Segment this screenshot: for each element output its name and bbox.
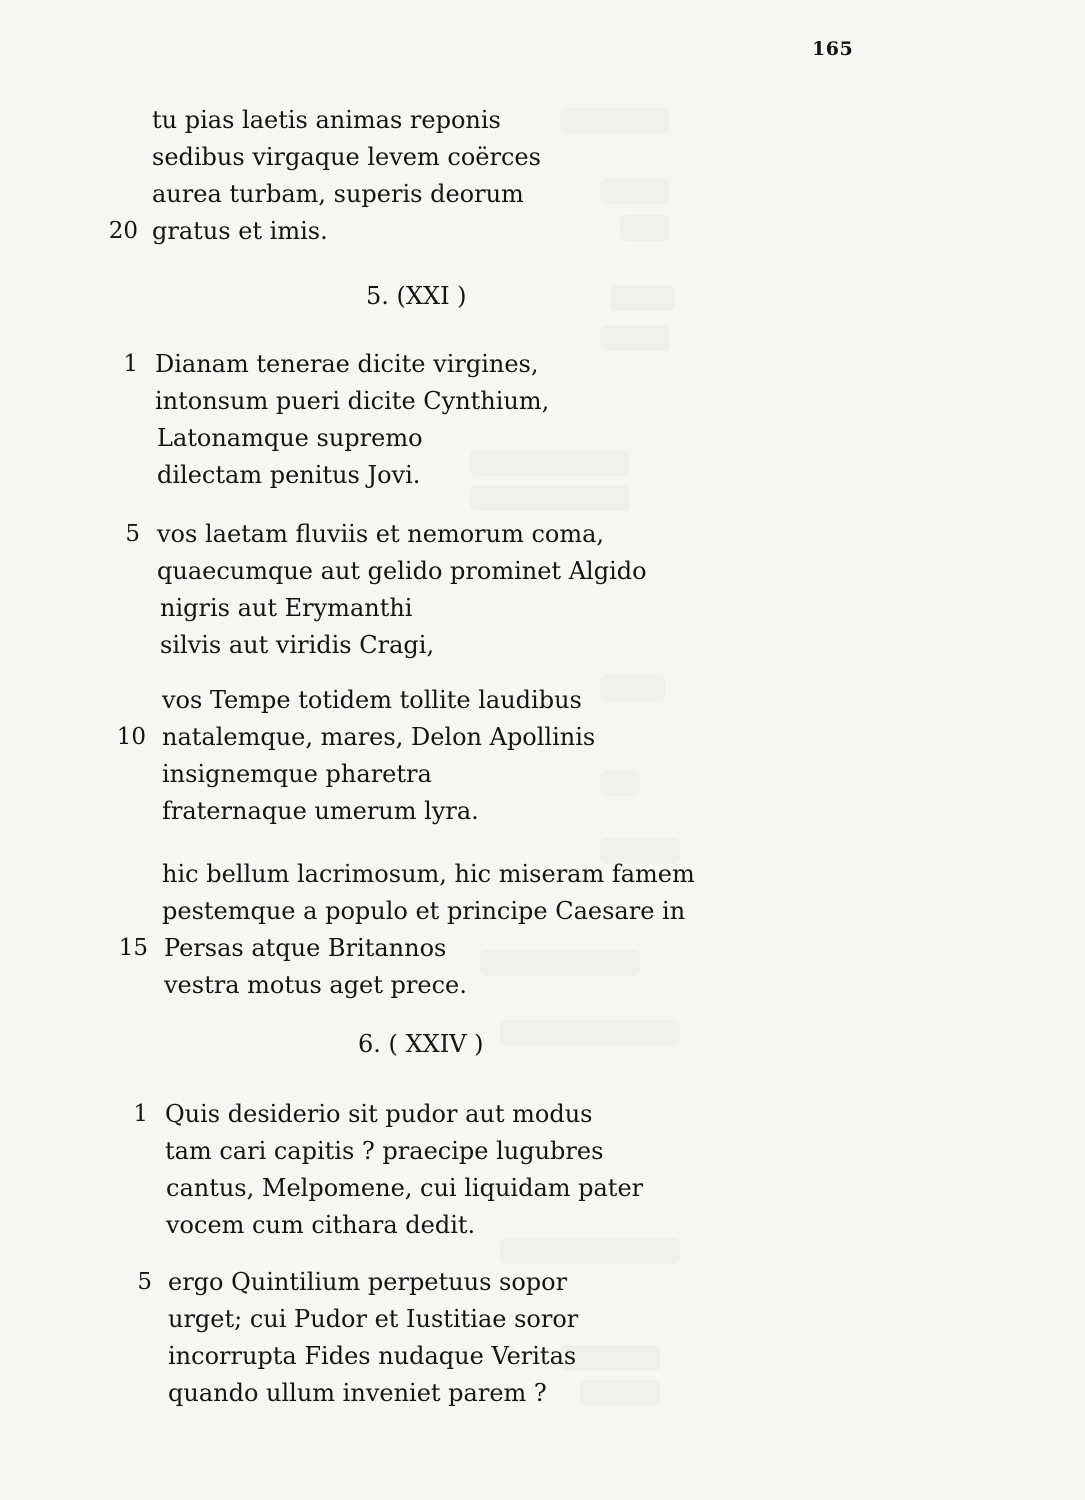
verse-text: aurea turbam, superis deorum: [152, 180, 524, 208]
verse-text: hic bellum lacrimosum, hic miseram famem: [162, 860, 695, 888]
verse-line: [0, 793, 1085, 830]
verse-text: natalemque, mares, Delon Apollinis: [162, 723, 596, 751]
verse-line: [0, 1096, 1085, 1133]
stanza: [0, 1264, 1085, 1412]
verse-line: [0, 383, 1085, 420]
verse-text: Dianam tenerae dicite virgines,: [155, 350, 539, 378]
verse-text: quando ullum inveniet parem ?: [168, 1379, 547, 1407]
verse-text: gratus et imis.: [152, 217, 328, 245]
verse-text: dilectam penitus Jovi.: [157, 461, 421, 489]
poem-heading: 6. ( XXIV ): [358, 1030, 484, 1058]
verse-line: [0, 457, 1085, 494]
poem-heading: 5. (XXI ): [366, 282, 467, 310]
verse-text: tu pias laetis animas reponis: [152, 106, 501, 134]
verse-text: urget; cui Pudor et Iustitiae soror: [168, 1305, 579, 1333]
stanza: [0, 346, 1085, 494]
verse-text: cantus, Melpomene, cui liquidam pater: [166, 1174, 644, 1202]
verse-line: [0, 1338, 1085, 1375]
page-number: 165: [812, 38, 854, 60]
line-number: 5: [125, 521, 140, 547]
verse-line: [0, 1264, 1085, 1301]
verse-line: [0, 1133, 1085, 1170]
verse-line: [0, 967, 1085, 1004]
verse-text: insignemque pharetra: [162, 760, 432, 788]
verse-text: vos Tempe totidem tollite laudibus: [162, 686, 582, 714]
verse-line: [0, 1207, 1085, 1244]
verse-text: intonsum pueri dicite Cynthium,: [155, 387, 550, 415]
verse-line: [0, 590, 1085, 627]
verse-text: Latonamque supremo: [157, 424, 423, 452]
verse-text: Persas atque Britannos: [164, 934, 447, 962]
verse-line: [0, 1375, 1085, 1412]
stanza: [0, 856, 1085, 1004]
line-number: 1: [123, 351, 138, 377]
verse-line: [0, 893, 1085, 930]
verse-line: [0, 139, 1085, 176]
verse-text: nigris aut Erymanthi: [160, 594, 413, 622]
stanza: [0, 682, 1085, 830]
verse-line: [0, 176, 1085, 213]
verse-line: [0, 553, 1085, 590]
verse-text: pestemque a populo et principe Caesare in: [162, 897, 686, 925]
verse-text: sedibus virgaque levem coërces: [152, 143, 541, 171]
verse-line: [0, 346, 1085, 383]
verse-text: Quis desiderio sit pudor aut modus: [165, 1100, 593, 1128]
verse-text: silvis aut viridis Cragi,: [160, 631, 435, 659]
verse-text: ergo Quintilium perpetuus sopor: [168, 1268, 568, 1296]
verse-text: quaecumque aut gelido prominet Algido: [157, 557, 647, 585]
verse-line: [0, 213, 1085, 250]
line-number: 1: [133, 1101, 148, 1127]
verse-line: [0, 930, 1085, 967]
verse-text: fraternaque umerum lyra.: [162, 797, 479, 825]
verse-text: incorrupta Fides nudaque Veritas: [168, 1342, 577, 1370]
line-number: 15: [118, 935, 148, 961]
line-number: 20: [108, 218, 138, 244]
verse-text: vocem cum cithara dedit.: [166, 1211, 476, 1239]
line-number: 5: [137, 1269, 152, 1295]
verse-line: [0, 719, 1085, 756]
verse-text: vos laetam fluviis et nemorum coma,: [157, 520, 605, 548]
verse-text: vestra motus aget prece.: [164, 971, 467, 999]
stanza: [0, 1096, 1085, 1244]
verse-line: [0, 102, 1085, 139]
verse-line: [0, 856, 1085, 893]
verse-line: [0, 516, 1085, 553]
verse-line: [0, 756, 1085, 793]
verse-line: [0, 1170, 1085, 1207]
verse-line: [0, 682, 1085, 719]
stanza: [0, 516, 1085, 664]
verse-line: [0, 420, 1085, 457]
stanza-prev-poem-end: [0, 102, 1085, 250]
line-number: 10: [116, 724, 146, 750]
verse-line: [0, 1301, 1085, 1338]
verse-text: tam cari capitis ? praecipe lugubres: [165, 1137, 604, 1165]
verse-line: [0, 627, 1085, 664]
